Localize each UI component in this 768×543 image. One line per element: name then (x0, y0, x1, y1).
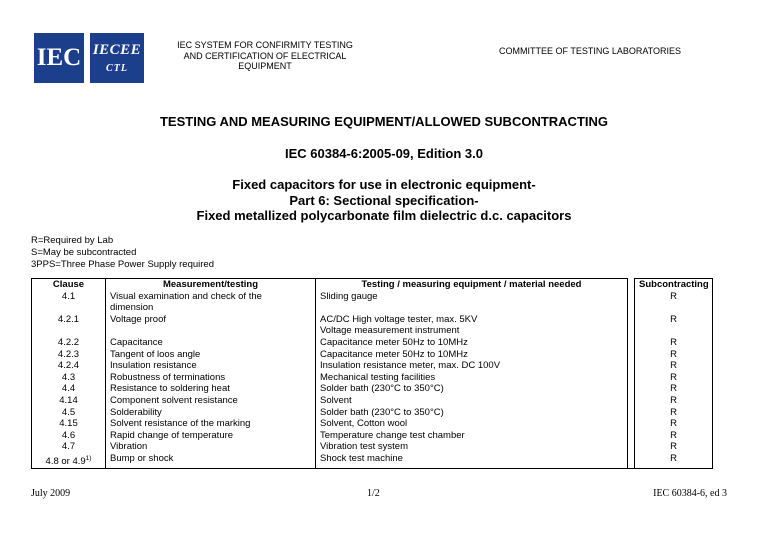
measurement-cell (106, 383, 316, 395)
equipment-cell-text: Vibration test system (320, 441, 409, 453)
subtitle-line2: Part 6: Sectional specification- (289, 192, 479, 208)
clause-cell-text: 4.7 (61, 441, 76, 453)
footnote-marker: 1) (85, 454, 92, 462)
clause-cell-text: 4.6 (61, 429, 76, 441)
subtitle-line3: Fixed metallized polycarbonate film dielectric d.c. capacitors (196, 208, 572, 223)
table-row (32, 349, 713, 361)
footer-page-number: 1/2 (367, 488, 380, 499)
measurement-cell-text: Robustness of terminations (110, 371, 226, 383)
table-row (32, 395, 713, 407)
subcontracting-cell-text: R (670, 406, 677, 418)
legend (31, 235, 214, 270)
committee-name: COMMITTEE OF TESTING LABORATORIES (498, 46, 682, 56)
equipment-cell (316, 383, 628, 395)
table-row (32, 325, 713, 337)
measurement-cell-text: Capacitance (110, 336, 163, 348)
measurement-cell (106, 453, 316, 468)
measurement-cell-text: Tangent of loos angle (110, 348, 201, 360)
gap-cell (628, 383, 635, 395)
subtitle-line1: Fixed capacitors for use in electronic equipment- (232, 177, 536, 192)
subcontracting-cell-text: R (670, 452, 677, 464)
gap-cell (628, 337, 635, 349)
measurement-cell (106, 337, 316, 349)
gap-cell (628, 291, 635, 303)
subcontracting-cell-text: R (670, 418, 677, 430)
equipment-cell (316, 360, 628, 372)
measurement-cell (106, 418, 316, 430)
subcontracting-cell (635, 325, 713, 337)
header-equipment: Testing / measuring equipment / material needed (316, 279, 628, 291)
footer-date: July 2009 (31, 488, 71, 499)
ctl-logo-text: CTL (106, 63, 128, 74)
measurement-cell (106, 430, 316, 442)
table-header-row (32, 279, 713, 291)
equipment-cell-text: Capacitance meter 50Hz to 10MHz (320, 348, 468, 360)
clause-cell (32, 418, 106, 430)
clause-cell (32, 337, 106, 349)
clause-cell-text: 4.14 (59, 394, 78, 406)
subcontracting-cell (635, 337, 713, 349)
clause-cell (32, 430, 106, 442)
table-row (32, 383, 713, 395)
table-row (32, 418, 713, 430)
measurement-cell-text: dimension (110, 302, 154, 314)
subcontracting-cell-text: R (670, 371, 677, 383)
gap-cell (628, 349, 635, 361)
subcontracting-cell (635, 407, 713, 419)
subcontracting-cell-text: R (670, 313, 677, 325)
clause-cell (32, 383, 106, 395)
clause-cell (32, 314, 106, 326)
equipment-cell-text: Mechanical testing facilities (320, 371, 436, 383)
gap-cell (628, 418, 635, 430)
standard-reference: IEC 60384-6:2005-09, Edition 3.0 (285, 146, 483, 161)
gap-cell (628, 360, 635, 372)
clause-cell-text: 4.1 (61, 290, 76, 302)
document-title: TESTING AND MEASURING EQUIPMENT/ALLOWED SUBCONTRACTING (159, 114, 608, 129)
measurement-cell-text: Visual examination and check of the (110, 290, 262, 302)
measurement-cell (106, 349, 316, 361)
legend-three-phase: 3PPS=Three Phase Power Supply required (31, 258, 214, 270)
equipment-cell (316, 407, 628, 419)
table-row (32, 453, 713, 468)
subcontracting-cell (635, 360, 713, 372)
subcontracting-cell (635, 395, 713, 407)
subcontracting-cell (635, 418, 713, 430)
iec-logo (34, 33, 84, 83)
equipment-cell (316, 302, 628, 314)
iecee-logo (90, 33, 144, 83)
subcontracting-cell (635, 349, 713, 361)
legend-required: R=Required by Lab (31, 235, 114, 246)
gap-cell (628, 395, 635, 407)
clause-cell-text: 4.2.2 (57, 336, 80, 348)
equipment-cell-text: AC/DC High voltage tester, max. 5KV (320, 313, 478, 325)
measurement-cell-text: Bump or shock (110, 452, 174, 464)
gap-cell (628, 325, 635, 337)
header-subcontracting: Subcontracting (635, 279, 713, 291)
measurement-cell-text: Rapid change of temperature (110, 429, 234, 441)
gap-cell (628, 372, 635, 384)
equipment-cell-text: Solvent (320, 394, 352, 406)
table-row (32, 360, 713, 372)
measurement-cell-text: Solderability (110, 406, 162, 418)
measurement-cell (106, 395, 316, 407)
table-row (32, 291, 713, 303)
clause-cell (32, 407, 106, 419)
clause-cell (32, 372, 106, 384)
clause-cell-text: 4.2.4 (57, 360, 80, 372)
gap-cell (628, 407, 635, 419)
legend-subcontracted: S=May be subcontracted (31, 246, 137, 258)
subcontracting-cell (635, 383, 713, 395)
subcontracting-cell-text: R (670, 394, 677, 406)
measurement-cell (106, 291, 316, 303)
equipment-cell (316, 325, 628, 337)
clause-cell-text: 4.2.3 (57, 348, 80, 360)
equipment-cell (316, 349, 628, 361)
org-name (160, 40, 370, 72)
measurement-cell-text: Solvent resistance of the marking (110, 418, 251, 430)
measurement-cell (106, 302, 316, 314)
clause-cell (32, 291, 106, 303)
equipment-cell-text: Shock test machine (320, 452, 403, 464)
measurement-cell-text: Insulation resistance (110, 360, 197, 372)
iecee-logo-text: IECEE (92, 42, 142, 58)
equipment-cell (316, 418, 628, 430)
measurement-cell-text: Vibration (110, 441, 148, 453)
equipment-cell-text: Sliding gauge (320, 290, 378, 302)
document-subtitle (0, 177, 768, 224)
header-clause: Clause (32, 279, 106, 291)
gap-cell (628, 314, 635, 326)
equipment-cell-text: Insulation resistance meter, max. DC 100V (320, 360, 501, 372)
clause-cell-text: 4.3 (61, 371, 76, 383)
gap-cell (628, 430, 635, 442)
equipment-cell (316, 314, 628, 326)
clause-cell (32, 360, 106, 372)
subcontracting-cell-text: R (670, 429, 677, 441)
equipment-cell (316, 441, 628, 453)
clause-cell-text: 4.2.1 (57, 313, 80, 325)
measurement-cell (106, 407, 316, 419)
equipment-cell (316, 372, 628, 384)
subcontracting-cell (635, 291, 713, 303)
gap-cell (628, 441, 635, 453)
gap-cell (628, 453, 635, 468)
table-row (32, 407, 713, 419)
equipment-cell (316, 395, 628, 407)
table-body (32, 291, 713, 469)
table-row (32, 430, 713, 442)
equipment-table (31, 278, 713, 469)
clause-cell (32, 302, 106, 314)
subcontracting-cell (635, 430, 713, 442)
equipment-cell (316, 337, 628, 349)
org-name-line3: EQUIPMENT (238, 61, 292, 71)
header-measurement: Measurement/testing (106, 279, 316, 291)
subcontracting-cell (635, 314, 713, 326)
equipment-cell-text: Voltage measurement instrument (320, 325, 460, 337)
measurement-cell-text: Component solvent resistance (110, 394, 238, 406)
measurement-cell (106, 314, 316, 326)
equipment-cell-text: Solder bath (230°C to 350°C) (320, 383, 444, 395)
measurement-cell-text: Voltage proof (110, 313, 166, 325)
subcontracting-cell (635, 441, 713, 453)
clause-cell (32, 453, 106, 468)
equipment-cell-text: Solvent, Cotton wool (320, 418, 408, 430)
clause-cell (32, 441, 106, 453)
header-gap (628, 279, 635, 291)
table-row (32, 337, 713, 349)
subcontracting-cell (635, 302, 713, 314)
clause-cell-text: 4.4 (61, 383, 76, 395)
subcontracting-cell-text: R (670, 290, 677, 302)
equipment-cell-text: Capacitance meter 50Hz to 10MHz (320, 336, 468, 348)
equipment-cell (316, 291, 628, 303)
table-row (32, 372, 713, 384)
subcontracting-cell-text: R (670, 441, 677, 453)
equipment-cell (316, 430, 628, 442)
subcontracting-cell (635, 453, 713, 468)
measurement-cell-text: Resistance to soldering heat (110, 383, 230, 395)
equipment-cell (316, 453, 628, 468)
measurement-cell (106, 441, 316, 453)
clause-cell-text: 4.8 or 4.9 (45, 456, 86, 468)
measurement-cell (106, 372, 316, 384)
clause-cell (32, 349, 106, 361)
table-row (32, 441, 713, 453)
clause-cell-text: 4.15 (59, 418, 78, 430)
footer-document-id: IEC 60384-6, ed 3 (653, 488, 727, 499)
subcontracting-cell-text: R (670, 360, 677, 372)
iec-logo-text: IEC (36, 44, 82, 71)
clause-cell (32, 325, 106, 337)
table-row (32, 314, 713, 326)
measurement-cell (106, 360, 316, 372)
subcontracting-cell (635, 372, 713, 384)
org-name-line2: AND CERTIFICATION OF ELECTRICAL (183, 50, 347, 61)
equipment-cell-text: Temperature change test chamber (320, 429, 465, 441)
table-row (32, 302, 713, 314)
measurement-cell (106, 325, 316, 337)
subcontracting-cell-text: R (670, 348, 677, 360)
gap-cell (628, 302, 635, 314)
clause-cell (32, 395, 106, 407)
equipment-cell-text: Solder bath (230°C to 350°C) (320, 406, 444, 418)
subcontracting-cell-text: R (670, 383, 677, 395)
subcontracting-cell-text: R (670, 336, 677, 348)
clause-cell-text: 4.5 (61, 406, 76, 418)
org-name-line1: IEC SYSTEM FOR CONFIRMITY TESTING (177, 40, 353, 50)
